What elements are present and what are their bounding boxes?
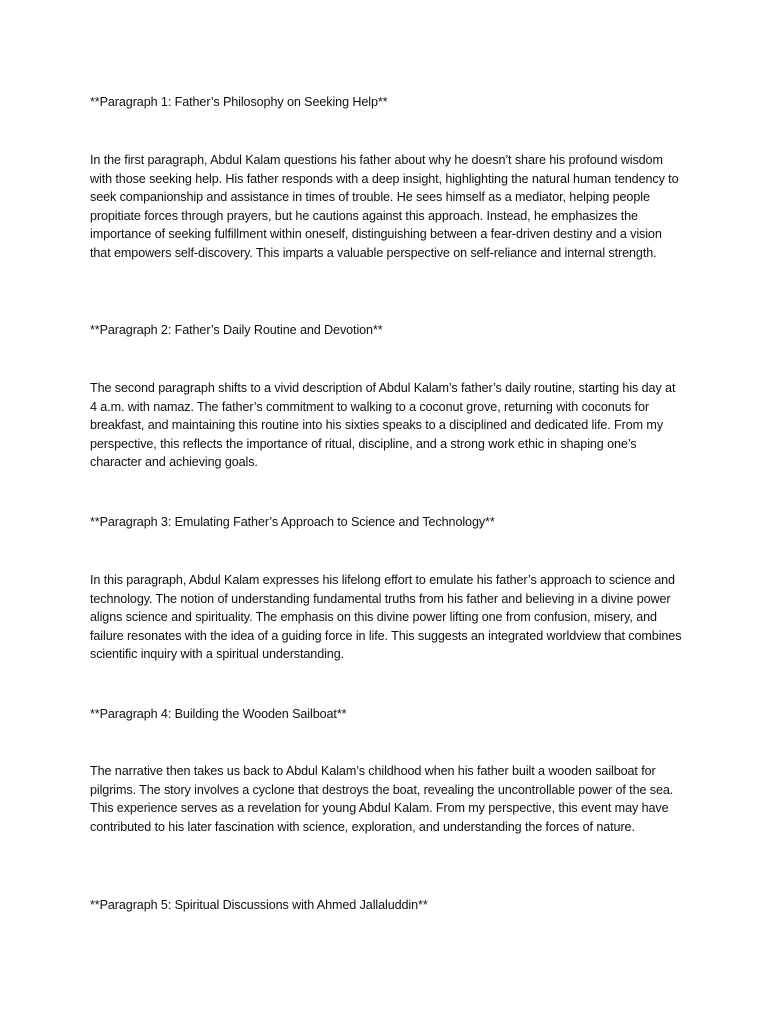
section-4-heading: **Paragraph 4: Building the Wooden Sailboat** [90,707,347,721]
section-5-heading: **Paragraph 5: Spiritual Discussions with Ahmed Jallaluddin** [90,898,428,912]
section-4-body: The narrative then takes us back to Abdul Kalam’s childhood when his father built a wooden sailboat for pilgrims. The story involves a cyclone that destroys the boat, revealing the uncontrollable power of the sea. This experience serves as a revelation for young Abdul Kalam. From my perspective, this event may have contributed to his later fascination with science, exploration, and understanding the forces of nature. [90,764,674,834]
section-2-body: The second paragraph shifts to a vivid description of Abdul Kalam’s father’s daily routine, starting his day at 4 a.m. with namaz. The father’s commitment to walking to a coconut grove, returning with coconuts for breakfast, and maintaining this routine into his sixties speaks to a disciplined and dedicated life. From my perspective, this reflects the importance of ritual, discipline, and a strong work ethic in shaping one’s character and achieving goals. [90,381,676,470]
section-1-heading: **Paragraph 1: Father’s Philosophy on Seeking Help** [90,95,388,109]
section-3-body: In this paragraph, Abdul Kalam expresses his lifelong effort to emulate his father’s approach to science and technology. The notion of understanding fundamental truths from his father and believing in a divine power aligns science and spirituality. The emphasis on this divine power lifting one from confusion, misery, and failure resonates with the idea of a guiding force in life. This suggests an integrated worldview that combines scientific inquiry with a spiritual understanding. [90,573,682,662]
section-1-body: In the first paragraph, Abdul Kalam questions his father about why he doesn’t share his profound wisdom with those seeking help. His father responds with a deep insight, highlighting the natural human tendency to seek companionship and assistance in times of trouble. He sees himself as a mediator, helping people propitiate forces through prayers, but he cautions against this approach. Instead, he emphasizes the importance of seeking fulfillment within oneself, distinguishing between a fear-driven destiny and a vision that empowers self-discovery. This imparts a valuable perspective on self-reliance and internal strength. [90,153,679,260]
section-3-heading: **Paragraph 3: Emulating Father’s Approach to Science and Technology** [90,515,495,529]
section-2-heading: **Paragraph 2: Father’s Daily Routine and Devotion** [90,323,383,337]
